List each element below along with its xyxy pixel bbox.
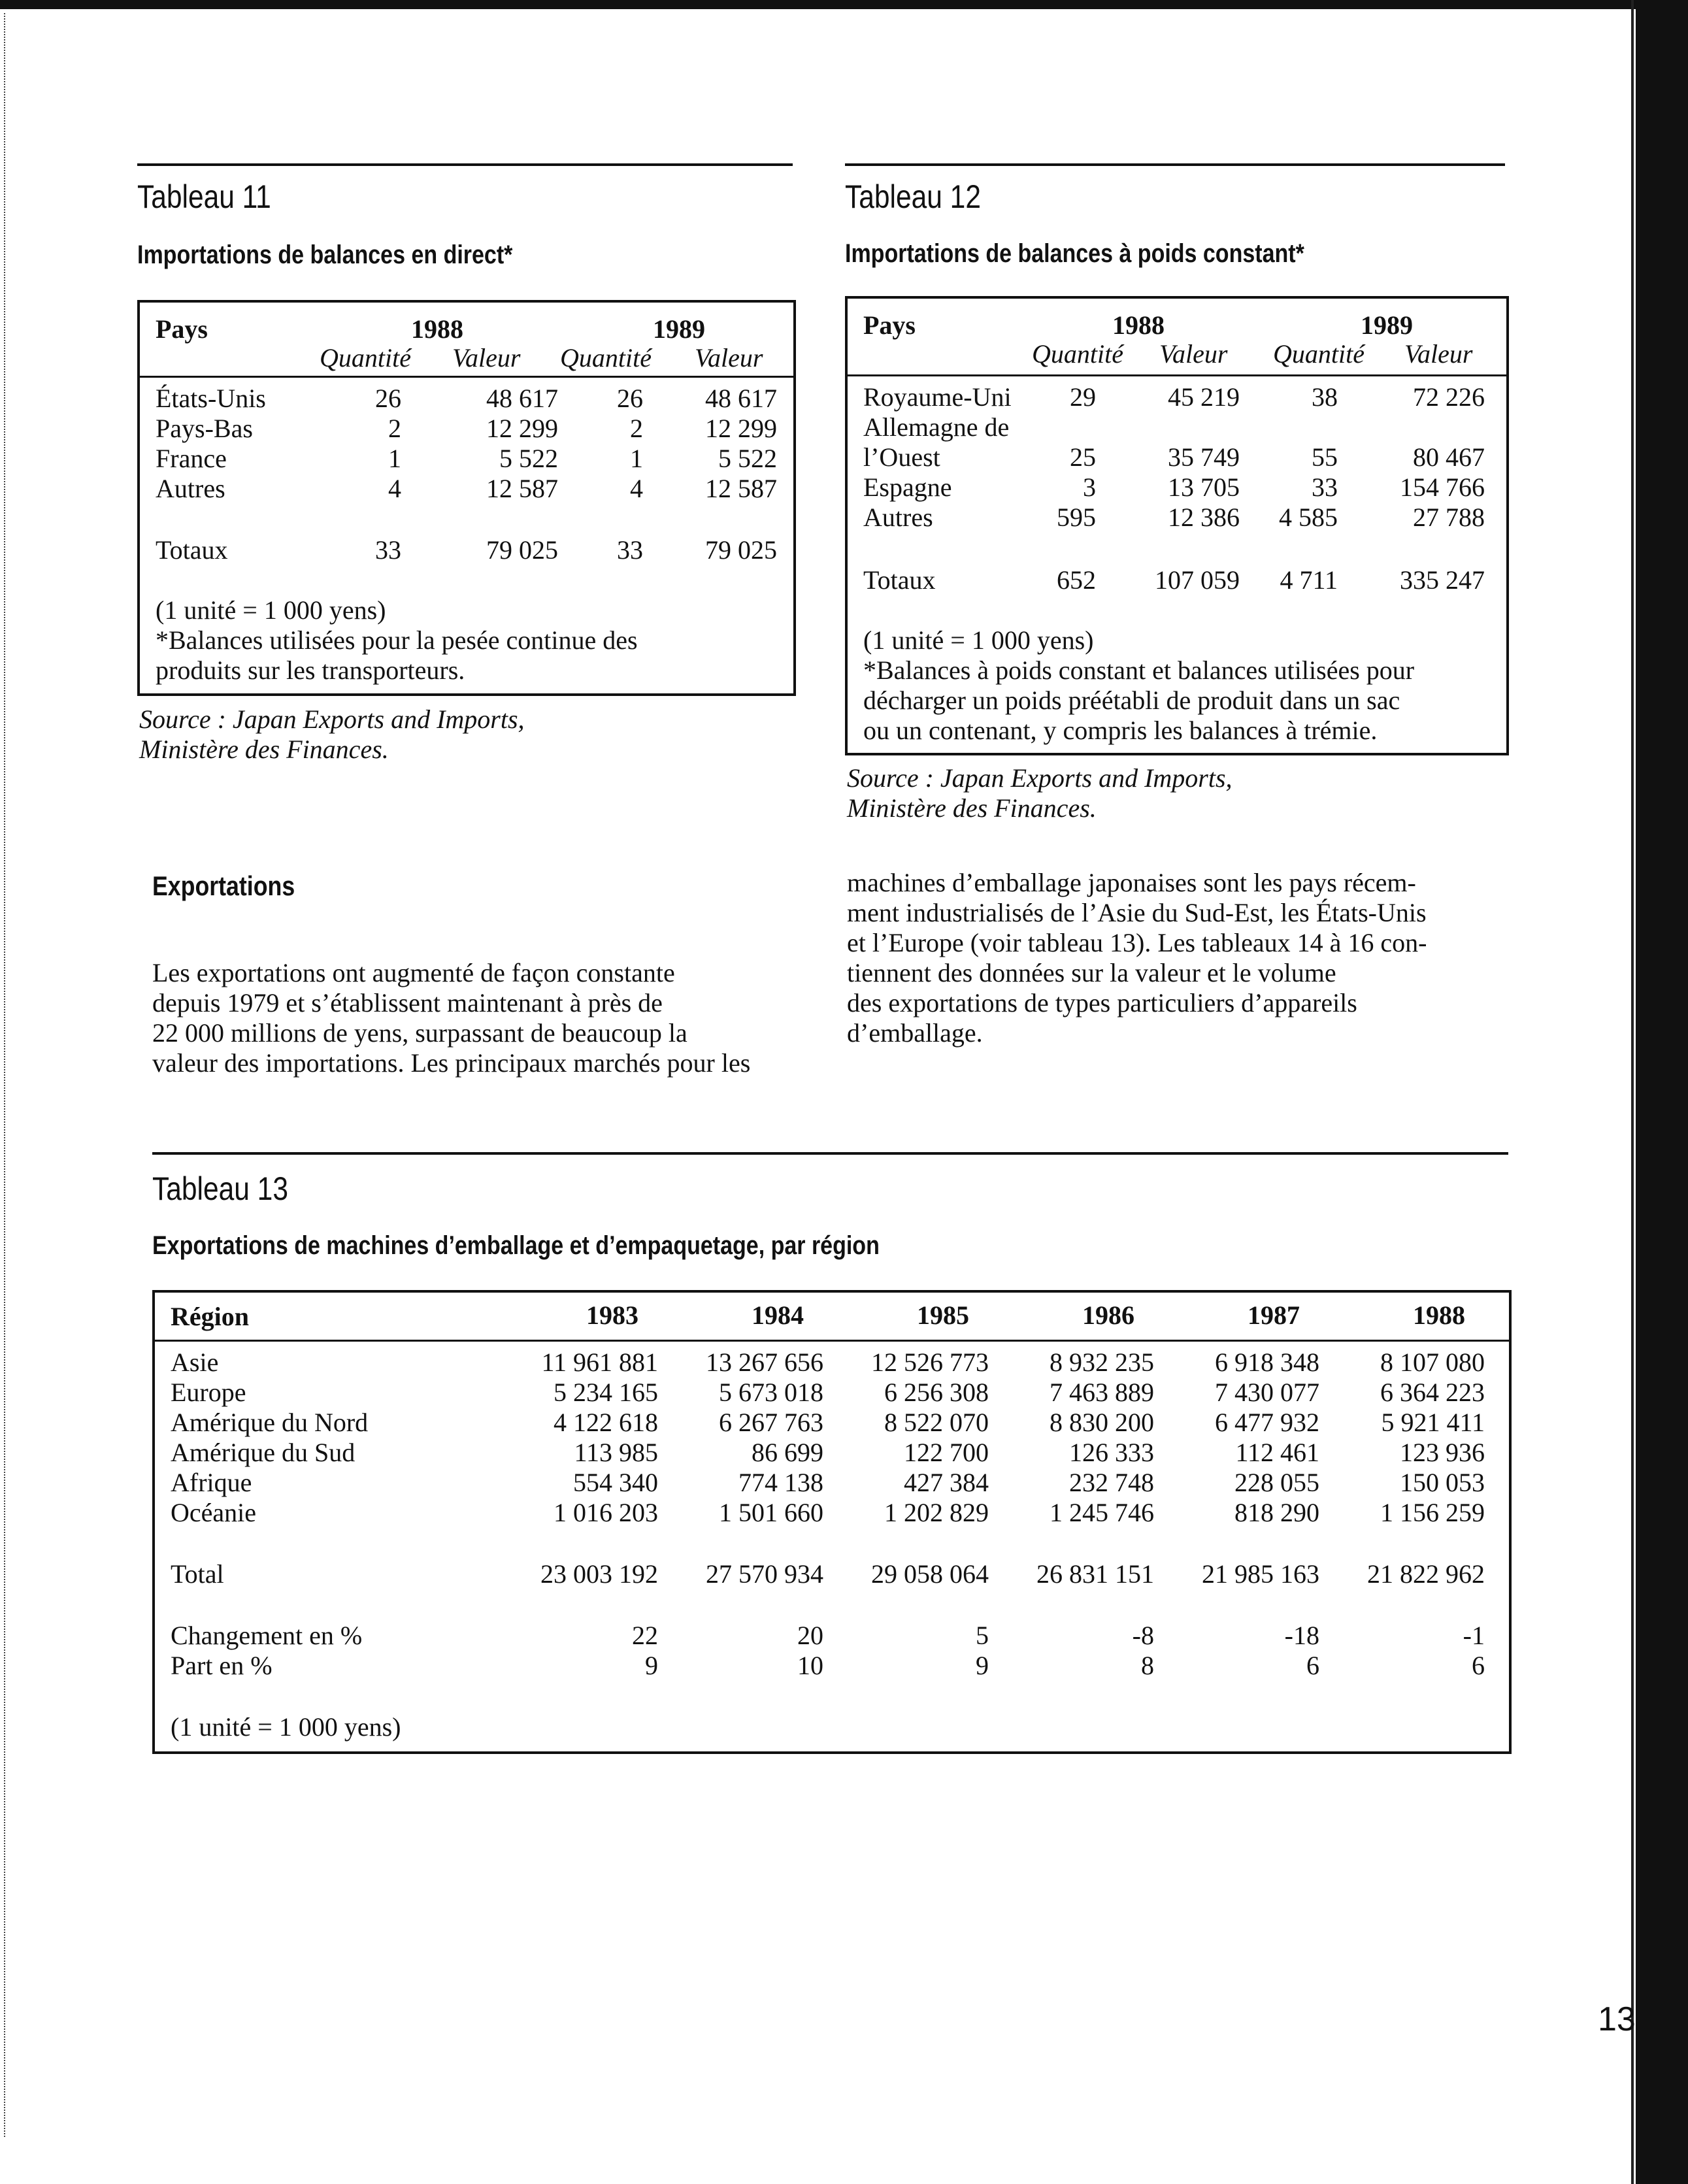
t12-val-1988: 45 219 [1168,382,1240,412]
t11-total-qty-1988: 33 [375,535,401,565]
text-line: des exportations de types particuliers d’appareils [847,988,1357,1018]
text-line: ment industrialisés de l’Asie du Sud-Est, les États-Unis [847,898,1427,927]
t12-footnote-line1: *Balances à poids constant et balances utilisées pour [863,655,1415,685]
t13-year: 1985 [917,1300,969,1330]
t13-region: Europe [171,1378,246,1407]
t11-footnote-line2: produits sur les transporteurs. [156,655,465,685]
t11-val-1988: 12 587 [486,474,558,503]
t12-country: Royaume-Uni [863,382,1012,412]
t13-share-label: Part en % [171,1651,273,1680]
t11-total-qty-1989: 33 [617,535,643,565]
t13-year: 1986 [1082,1300,1134,1330]
t13-subtitle: Exportations de machines d’emballage et d’empaquetage, par région [152,1231,880,1260]
t13-year: 1987 [1248,1300,1300,1330]
t13-value: 554 340 [573,1468,658,1497]
t11-footnote-line1: *Balances utilisées pour la pesée continue des [156,625,638,655]
t13-change-value: -18 [1284,1621,1319,1650]
t13-region: Asie [171,1348,219,1377]
t12-qty-1989: 4 585 [1279,503,1338,532]
t13-value: 1 016 203 [554,1498,658,1527]
t13-share-value: 9 [645,1651,658,1680]
t12-qty-1988: 3 [1083,472,1096,502]
text-line: et l’Europe (voir tableau 13). Les tableaux 14 à 16 con- [847,928,1427,957]
t13-region: Amérique du Sud [171,1438,356,1467]
t11-val-1989: 12 299 [705,414,777,443]
t11-total-val-1989: 79 025 [705,535,777,565]
t11-qty-1989: 4 [630,474,643,503]
t11-source-line2: Ministère des Finances. [139,735,389,764]
t11-qty-1989: 1 [630,444,643,473]
t13-change-value: 22 [632,1621,658,1650]
text-line: depuis 1979 et s’établissent maintenant à près de [152,988,663,1018]
t11-year1: 1988 [411,314,463,344]
t13-change-value: -8 [1132,1621,1154,1650]
t12-top-rule [845,163,1505,166]
t13-value: 113 985 [574,1438,658,1467]
t12-title: Tableau 12 [845,178,981,215]
t13-top-rule [152,1152,1508,1155]
t11-header-rule [140,376,793,378]
t13-value: 8 830 200 [1050,1408,1154,1437]
text-line: Les exportations ont augmenté de façon constante [152,958,675,987]
t12-country: l’Ouest [863,442,940,472]
t12-header-rule [848,374,1506,376]
t12-val-1989: 154 766 [1400,472,1485,502]
t12-val-1989: 80 467 [1413,442,1485,472]
t13-change-value: -1 [1463,1621,1485,1650]
t13-value: 6 477 932 [1215,1408,1319,1437]
t11-total-label: Totaux [156,535,228,565]
t13-change-label: Changement en % [171,1621,363,1650]
t13-total-value: 29 058 064 [871,1559,989,1589]
t11-qty-1988: 2 [388,414,401,443]
t13-value: 6 267 763 [719,1408,823,1437]
t12-total-val-1989: 335 247 [1400,565,1485,595]
t12-qty-1989: 38 [1312,382,1338,412]
t11-unit-note: (1 unité = 1 000 yens) [156,595,386,625]
t11-table [137,300,796,696]
t13-value: 8 522 070 [884,1408,989,1437]
t12-table [845,296,1509,755]
t13-total-label: Total [171,1559,224,1589]
t13-value: 232 748 [1069,1468,1154,1497]
scan-top-border [0,0,1688,9]
t13-year: 1984 [752,1300,804,1330]
t13-region: Amérique du Nord [171,1408,369,1437]
t12-qty2: Quantité [1273,339,1365,369]
t12-country: Autres [863,503,933,532]
t12-qty-1988: 25 [1070,442,1096,472]
t12-val-1988: 13 705 [1168,472,1240,502]
t13-value: 150 053 [1400,1468,1485,1497]
t11-country: États-Unis [156,384,266,413]
text-line: valeur des importations. Les principaux marchés pour les [152,1048,751,1078]
t11-subtitle: Importations de balances en direct* [137,240,513,269]
t13-total-value: 21 985 163 [1202,1559,1319,1589]
t12-val-1989: 72 226 [1413,382,1485,412]
t13-value: 86 699 [752,1438,823,1467]
page-number: 13 [1598,2000,1636,2038]
t11-country: Pays-Bas [156,414,253,443]
t11-year2: 1989 [653,314,705,344]
t11-country: France [156,444,227,473]
t12-val-1988: 12 386 [1168,503,1240,532]
t13-title: Tableau 13 [152,1170,288,1207]
t13-change-value: 20 [797,1621,823,1650]
t13-year: 1988 [1413,1300,1465,1330]
t13-year: 1983 [586,1300,638,1330]
t13-value: 12 526 773 [871,1348,989,1377]
binding-marks [4,13,8,2137]
t12-total-val-1988: 107 059 [1155,565,1240,595]
t13-share-value: 9 [976,1651,989,1680]
t13-share-value: 6 [1306,1651,1319,1680]
t11-val-1989: 5 522 [718,444,777,473]
t12-qty-1989: 33 [1312,472,1338,502]
t12-source-line1: Source : Japan Exports and Imports, [847,763,1233,793]
t11-qty-1989: 26 [617,384,643,413]
t12-val2: Valeur [1404,339,1473,369]
t13-value: 126 333 [1069,1438,1154,1467]
t12-qty-1988: 29 [1070,382,1096,412]
text-line: 22 000 millions de yens, surpassant de beaucoup la [152,1018,687,1048]
t13-value: 7 430 077 [1215,1378,1319,1407]
t11-qty-1988: 1 [388,444,401,473]
t13-value: 4 122 618 [554,1408,658,1437]
t13-value: 6 256 308 [884,1378,989,1407]
t12-country: Allemagne de [863,412,1010,442]
t13-value: 5 921 411 [1381,1408,1485,1437]
t11-qty1: Quantité [320,343,411,372]
exports-heading: Exportations [152,870,295,901]
t13-total-value: 23 003 192 [540,1559,658,1589]
t11-val-1989: 12 587 [705,474,777,503]
t13-header-rule [155,1340,1509,1342]
t13-col-region: Région [171,1302,249,1331]
t12-total-qty-1988: 652 [1057,565,1096,595]
t13-value: 122 700 [904,1438,989,1467]
scan-right-border [1636,0,1688,2184]
t11-country: Autres [156,474,225,503]
t11-col-country: Pays [156,314,208,344]
t13-share-value: 6 [1472,1651,1485,1680]
t13-value: 6 364 223 [1380,1378,1485,1407]
t12-year2: 1989 [1361,310,1413,340]
t13-value: 228 055 [1234,1468,1319,1497]
t13-value: 8 107 080 [1380,1348,1485,1377]
t13-value: 6 918 348 [1215,1348,1319,1377]
t13-total-value: 27 570 934 [706,1559,823,1589]
t13-table [152,1290,1512,1754]
t13-value: 1 202 829 [884,1498,989,1527]
t11-qty2: Quantité [560,343,652,372]
t12-qty1: Quantité [1032,339,1123,369]
t13-value: 1 245 746 [1050,1498,1154,1527]
t11-top-rule [137,163,793,166]
text-line: d’emballage. [847,1018,983,1048]
text-line: tiennent des données sur la valeur et le volume [847,958,1336,987]
t12-col-country: Pays [863,310,916,340]
t11-qty-1988: 4 [388,474,401,503]
t11-total-val-1988: 79 025 [486,535,558,565]
t12-year1: 1988 [1112,310,1165,340]
t13-value: 13 267 656 [706,1348,823,1377]
t12-total-qty-1989: 4 711 [1280,565,1338,595]
t13-value: 7 463 889 [1050,1378,1154,1407]
t13-value: 112 461 [1235,1438,1319,1467]
t12-qty-1989: 55 [1312,442,1338,472]
t11-val1: Valeur [452,343,521,372]
t11-val-1989: 48 617 [705,384,777,413]
t13-value: 8 932 235 [1050,1348,1154,1377]
t11-title: Tableau 11 [137,178,271,215]
t13-value: 427 384 [904,1468,989,1497]
t13-value: 1 501 660 [719,1498,823,1527]
page-edge [1631,0,1634,2184]
t13-value: 5 673 018 [719,1378,823,1407]
t13-value: 123 936 [1400,1438,1485,1467]
t13-value: 1 156 259 [1380,1498,1485,1527]
text-line: machines d’emballage japonaises sont les pays récem- [847,868,1416,897]
t11-qty-1988: 26 [375,384,401,413]
t13-value: 5 234 165 [554,1378,658,1407]
t13-share-value: 8 [1141,1651,1154,1680]
t12-source-line2: Ministère des Finances. [847,793,1097,823]
t12-footnote-line2: décharger un poids préétabli de produit dans un sac [863,686,1400,715]
t13-share-value: 10 [797,1651,823,1680]
t12-unit-note: (1 unité = 1 000 yens) [863,625,1094,655]
t11-val-1988: 5 522 [499,444,558,473]
t13-value: 774 138 [738,1468,823,1497]
t13-region: Afrique [171,1468,252,1497]
t12-val-1988: 35 749 [1168,442,1240,472]
t13-unit-note: (1 unité = 1 000 yens) [171,1712,401,1742]
t12-total-label: Totaux [863,565,936,595]
t13-total-value: 21 822 962 [1367,1559,1485,1589]
t12-subtitle: Importations de balances à poids constant* [845,239,1304,268]
t12-footnote-line3: ou un contenant, y compris les balances à trémie. [863,716,1378,745]
t13-total-value: 26 831 151 [1036,1559,1154,1589]
t12-val-1989: 27 788 [1413,503,1485,532]
t13-value: 11 961 881 [541,1348,658,1377]
t13-value: 818 290 [1234,1498,1319,1527]
t12-val1: Valeur [1159,339,1228,369]
t13-region: Océanie [171,1498,257,1527]
t11-val-1988: 48 617 [486,384,558,413]
t11-source-line1: Source : Japan Exports and Imports, [139,704,525,734]
t12-country: Espagne [863,472,952,502]
t11-qty-1989: 2 [630,414,643,443]
t13-change-value: 5 [976,1621,989,1650]
t11-val-1988: 12 299 [486,414,558,443]
t11-val2: Valeur [695,343,763,372]
t12-qty-1988: 595 [1057,503,1096,532]
